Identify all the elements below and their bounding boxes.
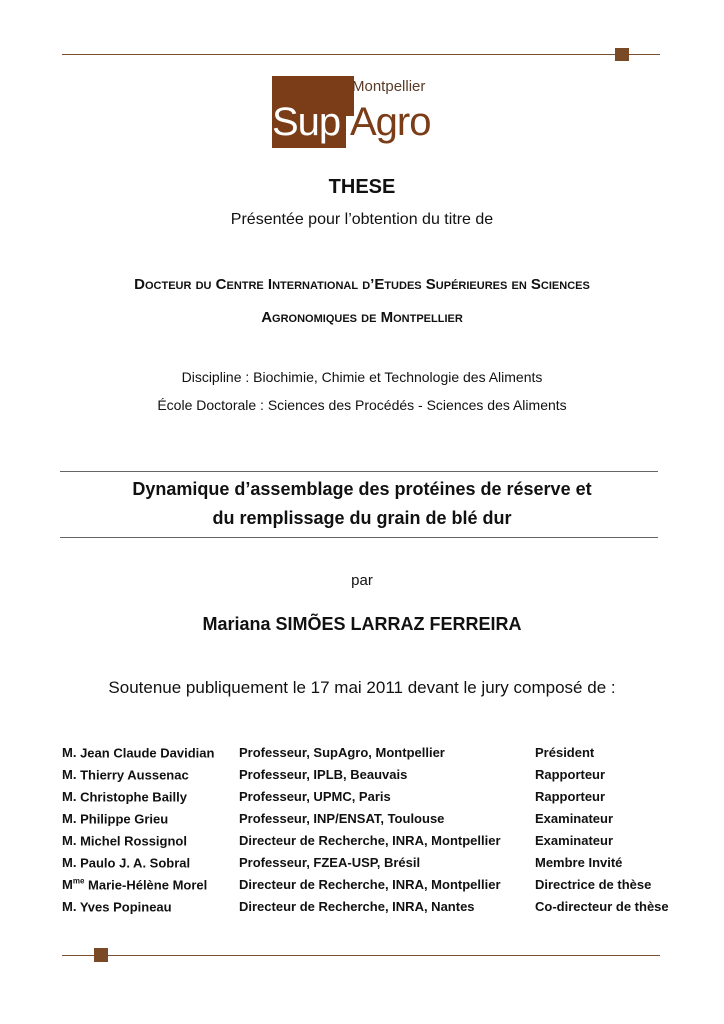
name-text: Paulo J. A. Sobral [80, 855, 191, 871]
jury-member-role: Co-directeur de thèse [535, 899, 669, 914]
these-heading: THESE [328, 176, 396, 198]
logo-sup: Sup [272, 100, 341, 144]
jury-member-name [62, 745, 214, 760]
top-square-ornament [615, 48, 629, 61]
prefix-text: M. [62, 899, 77, 915]
jury-member-position: Professeur, IPLB, Beauvais [239, 767, 408, 782]
jury-prefix [62, 855, 76, 870]
jury-row [62, 855, 702, 877]
jury-prefix [62, 833, 76, 848]
supagro-logo [272, 76, 452, 148]
jury-member-name [62, 811, 168, 826]
prefix-text: M. [62, 767, 77, 783]
jury-row [62, 789, 702, 811]
jury-row [62, 833, 702, 855]
jury-member-name [62, 833, 187, 848]
jury-prefix [62, 767, 76, 782]
prefix-text: M. [62, 833, 77, 849]
jury-row [62, 811, 702, 833]
name-text: Jean Claude Davidian [80, 745, 215, 761]
jury-row [62, 899, 702, 921]
jury-member-role: Rapporteur [535, 767, 606, 782]
prefix-text: M [62, 877, 73, 893]
jury-member-name [62, 877, 207, 892]
jury-row [62, 767, 702, 789]
jury-member-role: Président [535, 745, 595, 760]
par-label: par [351, 572, 373, 589]
thesis-title-line-2: du remplissage du grain de blé dur [212, 508, 512, 528]
jury-member-role: Directrice de thèse [535, 877, 652, 892]
logo-agro: Agro [350, 100, 431, 144]
jury-member-name [62, 855, 190, 870]
discipline-line: Discipline : Biochimie, Chimie et Technologie des Aliments [181, 369, 543, 385]
prefix-text: M. [62, 789, 77, 805]
title-top-rule [60, 471, 658, 472]
jury-member-position: Professeur, UPMC, Paris [239, 789, 391, 804]
name-text: Yves Popineau [79, 899, 172, 915]
jury-member-position: Professeur, SupAgro, Montpellier [239, 745, 445, 760]
prefix-sup: me [72, 877, 85, 886]
jury-prefix [62, 811, 76, 826]
jury-list [62, 745, 702, 921]
prefix-text: M. [62, 745, 77, 761]
jury-row [62, 877, 702, 899]
top-rule [62, 54, 660, 55]
degree-line-2: Agronomiques de Montpellier [261, 309, 463, 326]
name-text: Marie-Hélène Morel [88, 877, 208, 893]
defense-statement: Soutenue publiquement le 17 mai 2011 devant le jury composé de : [108, 678, 616, 697]
name-text: Philippe Grieu [80, 811, 169, 827]
jury-member-position: Directeur de Recherche, INRA, Montpellier [239, 877, 501, 892]
jury-member-role: Rapporteur [535, 789, 606, 804]
jury-row [62, 745, 702, 767]
name-text: Christophe Bailly [80, 789, 187, 805]
jury-prefix [62, 745, 76, 760]
presentee-line: Présentée pour l’obtention du titre de [230, 211, 494, 228]
jury-member-position: Professeur, INP/ENSAT, Toulouse [239, 811, 445, 826]
jury-member-role: Examinateur [535, 811, 614, 826]
ecole-line: École Doctorale : Sciences des Procédés - Sciences des Aliments [157, 397, 567, 413]
bottom-rule [62, 955, 660, 956]
jury-member-role: Examinateur [535, 833, 614, 848]
jury-member-name [62, 789, 187, 804]
name-text: Michel Rossignol [80, 833, 187, 849]
author-name: Mariana SIMÕES LARRAZ FERREIRA [202, 614, 522, 634]
jury-member-position: Professeur, FZEA-USP, Brésil [239, 855, 421, 870]
title-bottom-rule [60, 537, 658, 538]
name-text: Thierry Aussenac [80, 767, 189, 783]
prefix-text: M. [62, 855, 77, 871]
degree-line-1: Docteur du Centre International d’Etudes Supérieures en Sciences [134, 276, 590, 293]
jury-prefix [62, 789, 76, 804]
prefix-text: M. [62, 811, 77, 827]
jury-member-name [62, 767, 189, 782]
bottom-square-ornament [94, 948, 108, 962]
jury-member-position: Directeur de Recherche, INRA, Montpellier [239, 833, 501, 848]
thesis-title-line-1: Dynamique d’assemblage des protéines de réserve et [132, 479, 592, 499]
jury-member-position: Directeur de Recherche, INRA, Nantes [239, 899, 475, 914]
jury-member-name [62, 899, 172, 914]
logo-city: Montpellier [352, 78, 426, 95]
jury-member-role: Membre Invité [535, 855, 623, 870]
jury-prefix [62, 899, 76, 914]
jury-prefix [62, 877, 84, 892]
